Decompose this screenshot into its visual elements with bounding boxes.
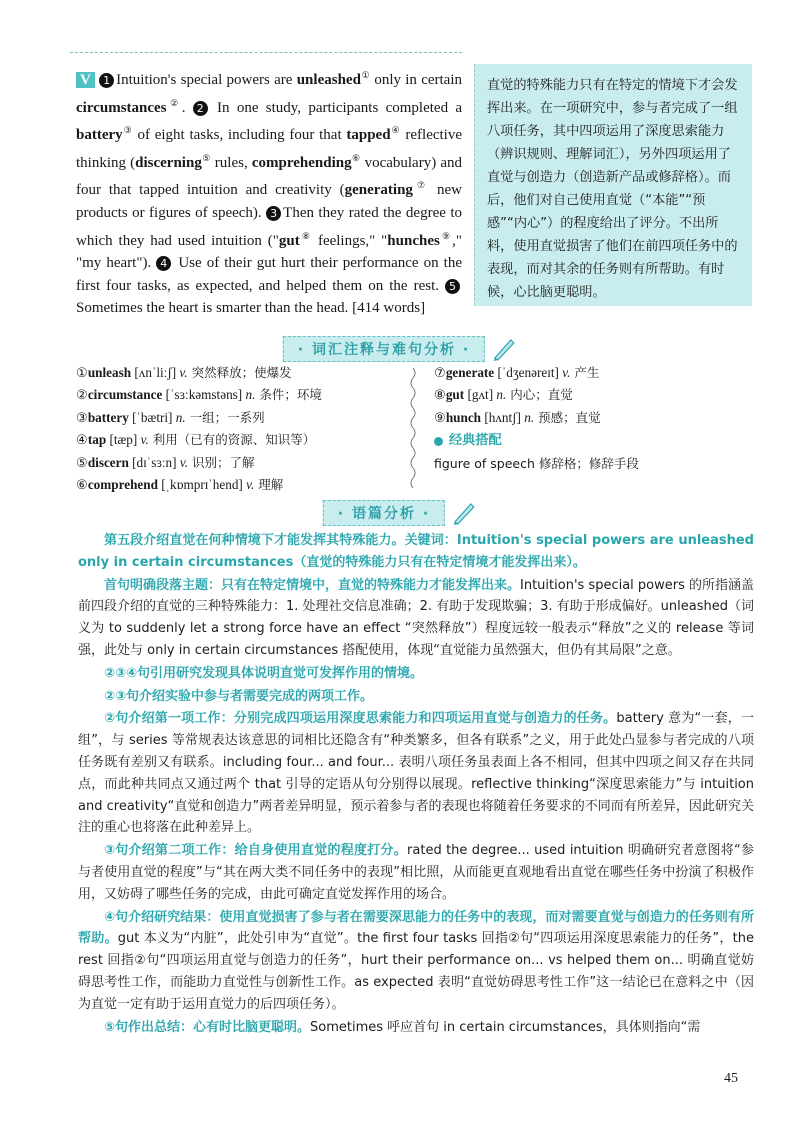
vocab-item: ⑨hunch [hʌntʃ] n. 预感；直觉 bbox=[434, 409, 601, 425]
vocab-item: ⑤discern [dɪˈsɜːn] v. 识别；了解 bbox=[76, 454, 255, 470]
keyword: generating bbox=[344, 182, 413, 199]
vocab-list-left bbox=[76, 362, 396, 496]
analysis-paragraph: ③句介绍第二项工作：给自身使用直觉的程度打分。rated the degree... used intuition 明确研究者意图将“参与者使用直觉的程度”与“其在两大类不同任务中的表现”相比照，从而能更直观地看出直觉在哪些任务中扮演了积极作用，又妨碍了哪些任务的完成，由此可确定直觉发挥作用的场合。 bbox=[78, 843, 754, 902]
keyword: discerning bbox=[135, 154, 202, 171]
vocab-section-title: · 词汇注释与难句分析 · bbox=[283, 336, 485, 362]
vocab-item: ⑧gut [gʌt] n. 内心；直觉 bbox=[434, 387, 573, 403]
english-passage: V 1 Intuition's special powers are unleashed① only in certain circumstances②. 2 In one study, participants completed a battery③ of eight tasks, including four that tapped④ reflective thinking (discerning⑤ rules, comprehending⑥ vocabulary) and four that tapped intuition and creativity (generating⑦ new products or figures of speech). 3 Then they rated the degree to which they had used intuition ("gut⑧ feelings," "hunches⑨," "my heart"). 4 Use of their gut hurt their performance on the first four tasks, as expected, and helped them on the rest. 5Sometimes the heart is smarter than the head. [414 words] bbox=[76, 70, 463, 317]
collocation-heading: 经典搭配 bbox=[434, 429, 754, 452]
vocab-section-header bbox=[283, 336, 517, 362]
page-number: 45 bbox=[724, 1071, 738, 1086]
keyword: unleashed bbox=[296, 72, 361, 88]
keyword: comprehending bbox=[251, 154, 352, 171]
vocab-item: ①unleash [ʌnˈliːʃ] v. 突然释放；使爆发 bbox=[76, 365, 292, 380]
analysis-section-header bbox=[323, 500, 477, 526]
collocation-item: figure of speech 修辞格；修辞手段 bbox=[434, 455, 639, 471]
wavy-divider bbox=[408, 368, 418, 488]
pen-icon bbox=[451, 500, 477, 526]
analysis-section-title: · 语篇分析 · bbox=[323, 500, 445, 526]
sentence-number: 3 bbox=[266, 206, 281, 221]
analysis-paragraph: ②③④句引用研究发现具体说明直觉可发挥作用的情境。 bbox=[104, 665, 424, 681]
keyword: hunches bbox=[387, 232, 440, 249]
sentence-number: 1 bbox=[99, 73, 114, 88]
keyword: battery bbox=[76, 127, 123, 144]
pen-icon bbox=[491, 336, 517, 362]
sentence-number: 2 bbox=[193, 101, 208, 116]
analysis-paragraph: ②句介绍第一项工作：分别完成四项运用深度思索能力和四项运用直觉与创造力的任务。battery 意为“一套，一组”，与 series 等常规表达该意思的词相比还隐含有“种类繁多，但各有联系”之义，用于此处凸显参与者完成的八项任务既有差别又有联系。including four... and four... 表明八项任务虽表面上各不相同，但其中四项之间又存在共同点，而此种共同点又通过两个 that 引导的定语从句分别得以展现。reflective thinking“深度思索能力”与 intuition and creativity“直觉和创造力”两者差异明显，预示着参与者的表现也将随着任务要求的不同而有所差异，因此研究关注的重心也将落在此种差异上。 bbox=[78, 711, 754, 836]
vocab-item: ⑦generate [ˈdʒenəreɪt] v. 产生 bbox=[434, 365, 600, 380]
keyword: circumstances bbox=[76, 99, 167, 116]
analysis-paragraph: ⑤句作出总结：心有时比脑更聪明。Sometimes 呼应首句 in certain circumstances，具体则指向“需 bbox=[104, 1019, 701, 1035]
chinese-translation: 直觉的特殊能力只有在特定的情境下才会发挥出来。在一项研究中，参与者完成了一组八项任务，其中四项运用了深度思索能力（辨识规则、理解词汇），另外四项运用了直觉与创造力（创造新产品或修辞格）。而后，他们对自己使用直觉（“本能”“预感”“内心”）的程度给出了评分。不出所料，使用直觉损害了他们在前四项任务中的表现，而对其余的任务则有所帮助。有时候，心比脑更聪明。 bbox=[474, 64, 752, 306]
analysis-paragraph: ④句介绍研究结果：使用直觉损害了参与者在需要深思能力的任务中的表现，而对需要直觉与创造力的任务则有所帮助。gut 本义为“内脏”，此处引申为“直觉”。the first four tasks 回指②句“四项运用深度思索能力的任务”，the rest 回指②句“四项运用直觉与创造力的任务”，hurt their performance on... vs helped them on... 明确直觉妨碍思考性工作，而能助力直觉性与创新性工作。as expected 表明“直觉妨碍思考性工作”这一结论已在意料之中（因为直觉一定有助于运用直觉力的后四项任务）。 bbox=[78, 909, 754, 1012]
analysis-paragraph: ②③句介绍实验中参与者需要完成的两项工作。 bbox=[104, 688, 374, 704]
vocab-item: ⑥comprehend [ˌkɒmprɪˈhend] v. 理解 bbox=[76, 477, 284, 493]
vocab-list-right bbox=[434, 362, 754, 475]
discourse-analysis bbox=[78, 530, 754, 1039]
analysis-paragraph: 首句明确段落主题：只有在特定情境中，直觉的特殊能力才能发挥出来。Intuition's special powers 的所指涵盖前四段介绍的直觉的三种特殊能力：1. 处理社交信息准确；2. 有助于发现欺骗；3. 有助于形成偏好。unleashed（词义为 to suddenly let a strong force have an effect “突然释放”）程度远较一般表示“释放”之义的 release 等词强，此处与 only in certain circumstances 搭配使用，体现“直觉能力虽然强大，但仍有其局限”之意。 bbox=[78, 577, 754, 658]
bullet-dot-icon bbox=[434, 437, 443, 446]
keyword: gut bbox=[278, 232, 300, 249]
vocab-item: ④tap [tæp] v. 利用（已有的资源、知识等） bbox=[76, 432, 316, 448]
analysis-paragraph: 第五段介绍直觉在何种情境下才能发挥其特殊能力。关键词：Intuition's special powers are unleashed only in certain circumstances（直觉的特殊能力只有在特定情境才能发挥出来）。 bbox=[78, 533, 754, 570]
vocab-item: ②circumstance [ˈsɜːkəmstəns] n. 条件；环境 bbox=[76, 387, 322, 403]
vocab-item: ③battery [ˈbætri] n. 一组；一系列 bbox=[76, 409, 265, 425]
sentence-number: 4 bbox=[156, 256, 171, 271]
keyword: tapped bbox=[346, 127, 391, 144]
word-count: [414 words] bbox=[352, 300, 426, 317]
paragraph-label: V bbox=[76, 72, 95, 88]
sentence-number: 5 bbox=[445, 279, 460, 294]
